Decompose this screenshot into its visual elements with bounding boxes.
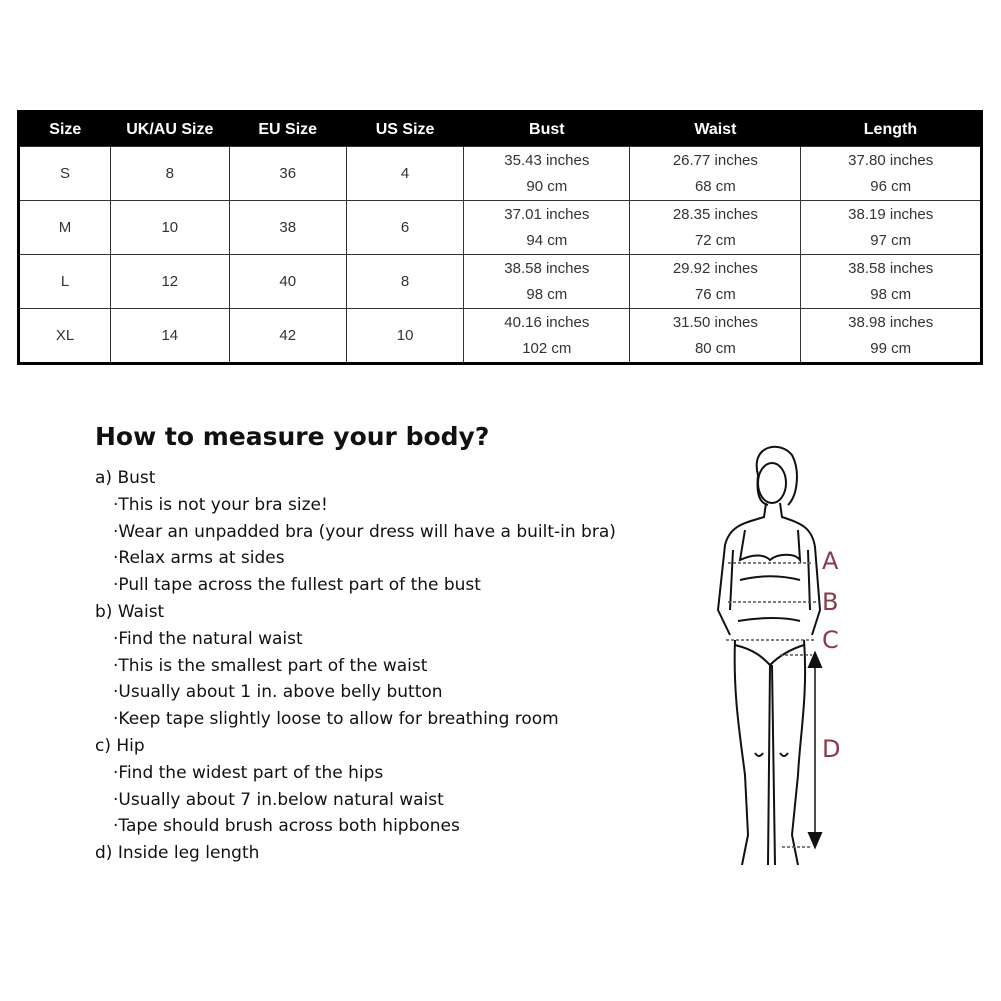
guide-item: ·Keep tape slightly loose to allow for breathing room: [113, 709, 559, 730]
guide-item: ·Find the natural waist: [113, 628, 303, 649]
length-cm: 97 cm: [870, 231, 912, 249]
length-in: 37.80 inches: [848, 151, 934, 169]
length-cm: 99 cm: [870, 339, 912, 357]
waist-in: 29.92 inches: [672, 259, 758, 277]
cell-uk: 12: [111, 255, 229, 309]
cell-eu: 42: [229, 309, 346, 364]
cell-waist: [630, 309, 801, 364]
column-header: Size: [19, 112, 111, 147]
cell-us: 10: [346, 309, 463, 364]
table-row: [19, 201, 982, 255]
bust-in: 40.16 inches: [504, 313, 590, 331]
label-b: B: [822, 588, 839, 616]
label-c: C: [822, 626, 839, 654]
column-header: Waist: [630, 112, 801, 147]
waist-in: 31.50 inches: [672, 313, 758, 331]
guide-item: ·Wear an unpadded bra (your dress will have a built-in bra): [113, 521, 616, 542]
cell-size: L: [19, 255, 111, 309]
cell-uk: 10: [111, 201, 229, 255]
guide-title: How to measure your body?: [95, 422, 490, 451]
cell-us: 8: [346, 255, 463, 309]
guide-item: ·Usually about 1 in. above belly button: [113, 682, 443, 703]
bust-cm: 102 cm: [522, 339, 572, 357]
guide-item: ·Find the widest part of the hips: [113, 762, 384, 783]
cell-size: S: [19, 147, 111, 201]
waist-cm: 76 cm: [694, 285, 736, 303]
cell-waist: [630, 201, 801, 255]
guide-item: ·Relax arms at sides: [113, 548, 285, 569]
section-label: b) Waist: [95, 601, 165, 622]
body-outline-icon: [700, 435, 860, 875]
cell-length: [801, 201, 982, 255]
cell-bust: [464, 201, 630, 255]
bust-cm: 90 cm: [526, 177, 568, 195]
section-label: d) Inside leg length: [95, 843, 260, 864]
column-header: Length: [801, 112, 982, 147]
waist-cm: 68 cm: [694, 177, 736, 195]
length-in: 38.19 inches: [848, 205, 934, 223]
section-label: c) Hip: [95, 735, 145, 756]
bust-cm: 94 cm: [526, 231, 568, 249]
cell-bust: [464, 147, 630, 201]
column-header: EU Size: [229, 112, 346, 147]
label-d: D: [822, 735, 841, 763]
section-label: a) Bust: [95, 468, 156, 488]
guide-item: ·Usually about 7 in.below natural waist: [113, 789, 444, 810]
cell-length: [801, 255, 982, 309]
waist-in: 28.35 inches: [672, 205, 758, 223]
length-in: 38.98 inches: [848, 313, 934, 331]
cell-eu: 40: [229, 255, 346, 309]
cell-bust: [464, 309, 630, 364]
table-row: [19, 255, 982, 309]
table-row: [19, 309, 982, 364]
bust-in: 37.01 inches: [504, 205, 590, 223]
length-cm: 98 cm: [870, 285, 912, 303]
guide-item: ·Pull tape across the fullest part of the bust: [113, 575, 481, 596]
waist-cm: 72 cm: [694, 231, 736, 249]
label-a: A: [822, 547, 839, 575]
cell-eu: 38: [229, 201, 346, 255]
cell-us: 6: [346, 201, 463, 255]
cell-size: M: [19, 201, 111, 255]
guide-item: ·Tape should brush across both hipbones: [113, 816, 460, 837]
cell-uk: 14: [111, 309, 229, 364]
cell-eu: 36: [229, 147, 346, 201]
bust-in: 35.43 inches: [504, 151, 590, 169]
cell-us: 4: [346, 147, 463, 201]
length-in: 38.58 inches: [848, 259, 934, 277]
cell-length: [801, 309, 982, 364]
bust-in: 38.58 inches: [504, 259, 590, 277]
body-measurement-figure: [700, 435, 860, 880]
cell-length: [801, 147, 982, 201]
measure-guide: [95, 422, 616, 867]
waist-in: 26.77 inches: [672, 151, 758, 169]
length-cm: 96 cm: [870, 177, 912, 195]
column-header: Bust: [464, 112, 630, 147]
bust-cm: 98 cm: [526, 285, 568, 303]
cell-bust: [464, 255, 630, 309]
size-chart-table: [17, 110, 983, 365]
column-header: UK/AU Size: [111, 112, 229, 147]
cell-size: XL: [19, 309, 111, 364]
guide-item: ·This is the smallest part of the waist: [113, 655, 428, 676]
cell-waist: [630, 147, 801, 201]
table-row: [19, 147, 982, 201]
column-header: US Size: [346, 112, 463, 147]
cell-uk: 8: [111, 147, 229, 201]
waist-cm: 80 cm: [694, 339, 736, 357]
guide-item: ·This is not your bra size!: [113, 494, 328, 515]
cell-waist: [630, 255, 801, 309]
